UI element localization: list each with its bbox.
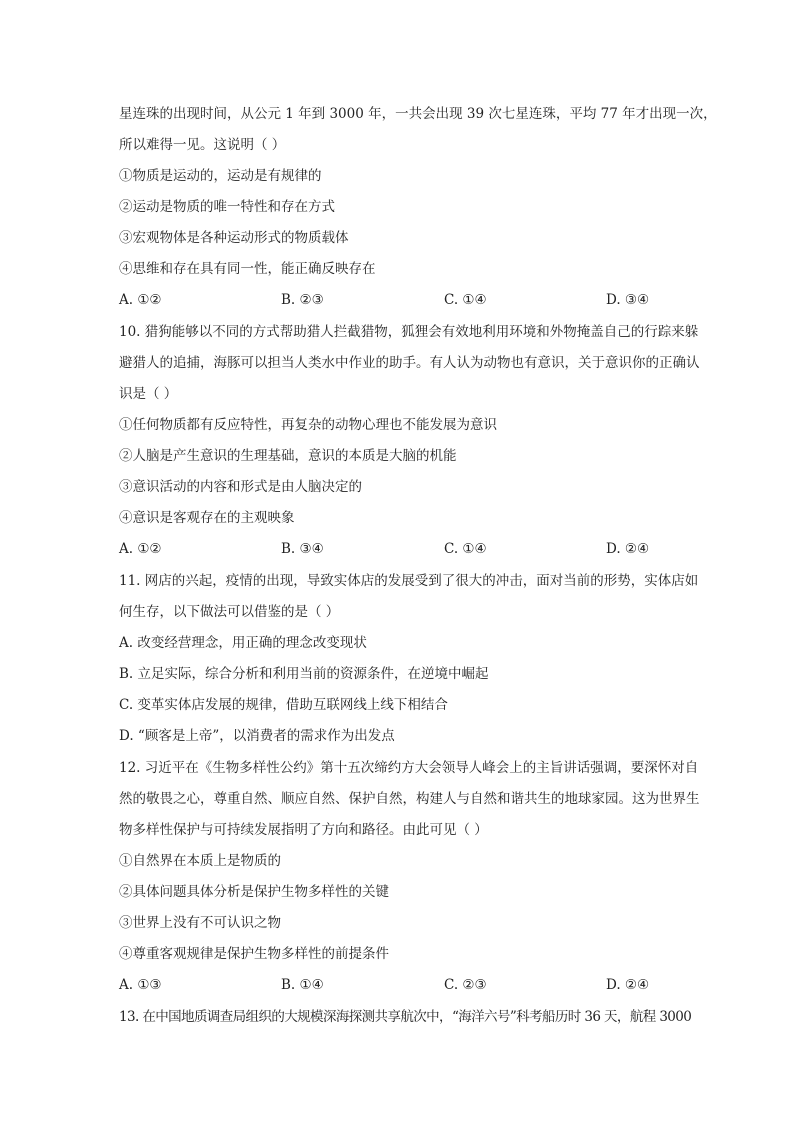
q10-stem-line-1: 10. 猎狗能够以不同的方式帮助猎人拦截猎物，狐狸会有效地利用环境和外物掩盖自己的行踪来躲 xyxy=(119,324,699,340)
q11-choice-c: C. 变革实体店发展的规律，借助互联网线上线下相结合 xyxy=(119,697,448,713)
q12-options xyxy=(119,975,719,995)
q12-option-a: A. ①③ xyxy=(119,977,162,993)
q10-option-c: C. ①④ xyxy=(444,541,487,557)
q9-item-1: ①物质是运动的，运动是有规律的 xyxy=(119,168,322,184)
q12-item-4: ④尊重客观规律是保护生物多样性的前提条件 xyxy=(119,946,389,962)
q10-stem-line-3: 识是（ ） xyxy=(119,386,178,402)
q9-options xyxy=(119,290,719,310)
q9-option-c: C. ①④ xyxy=(444,292,487,308)
q10-item-4: ④意识是客观存在的主观映象 xyxy=(119,510,295,526)
q12-item-3: ③世界上没有不可认识之物 xyxy=(119,915,281,931)
q12-option-c: C. ②③ xyxy=(444,977,487,993)
q10-option-d: D. ②④ xyxy=(606,541,650,557)
q11-choice-d: D. “顾客是上帝”，以消费者的需求作为出发点 xyxy=(119,728,395,744)
q10-item-2: ②人脑是产生意识的生理基础，意识的本质是大脑的机能 xyxy=(119,448,457,464)
q12-stem-line-3: 物多样性保护与可持续发展指明了方向和路径。由此可见（ ） xyxy=(119,822,488,838)
q10-item-1: ①任何物质都有反应特性，再复杂的动物心理也不能发展为意识 xyxy=(119,417,497,433)
q9-stem-line-1: 星连珠的出现时间，从公元 1 年到 3000 年，一共会出现 39 次七星连珠，平均 77 年才出现一次， xyxy=(119,106,717,122)
q13-stem-line-1: 13. 在中国地质调查局组织的大规模深海探测共享航次中，“海洋六号”科考船历时 36 天，航程 3000 xyxy=(119,1009,692,1025)
q9-item-4: ④思维和存在具有同一性，能正确反映存在 xyxy=(119,261,376,277)
q10-option-a: A. ①② xyxy=(119,541,162,557)
q9-item-3: ③宏观物体是各种运动形式的物质载体 xyxy=(119,230,349,246)
q12-item-1: ①自然界在本质上是物质的 xyxy=(119,853,281,869)
q10-item-3: ③意识活动的内容和形式是由人脑决定的 xyxy=(119,479,362,495)
q9-option-b: B. ②③ xyxy=(281,292,324,308)
q9-stem-line-2: 所以难得一见。这说明（ ） xyxy=(119,137,286,153)
q11-stem-line-2: 何生存，以下做法可以借鉴的是（ ） xyxy=(119,604,340,620)
q12-option-b: B. ①④ xyxy=(281,977,324,993)
q11-stem-line-1: 11. 网店的兴起，疫情的出现，导致实体店的发展受到了很大的冲击，面对当前的形势，实体店如 xyxy=(119,573,699,589)
q9-item-2: ②运动是物质的唯一特性和存在方式 xyxy=(119,199,335,215)
q9-option-a: A. ①② xyxy=(119,292,162,308)
q12-option-d: D. ②④ xyxy=(606,977,650,993)
q10-option-b: B. ③④ xyxy=(281,541,324,557)
q9-option-d: D. ③④ xyxy=(606,292,650,308)
q11-choice-a: A. 改变经营理念，用正确的理念改变现状 xyxy=(119,635,367,651)
q10-stem-line-2: 避猎人的追捕，海豚可以担当人类水中作业的助手。有人认为动物也有意识，关于意识你的正确认 xyxy=(119,355,700,371)
q12-stem-line-2: 然的敬畏之心，尊重自然、顺应自然、保护自然，构建人与自然和谐共生的地球家园。这为世界生 xyxy=(119,791,700,807)
q11-choice-b: B. 立足实际，综合分析和利用当前的资源条件，在逆境中崛起 xyxy=(119,666,489,682)
q12-item-2: ②具体问题具体分析是保护生物多样性的关键 xyxy=(119,884,389,900)
q10-options xyxy=(119,539,719,559)
q12-stem-line-1: 12. 习近平在《生物多样性公约》第十五次缔约方大会领导人峰会上的主旨讲话强调，要深怀对自 xyxy=(119,760,699,776)
